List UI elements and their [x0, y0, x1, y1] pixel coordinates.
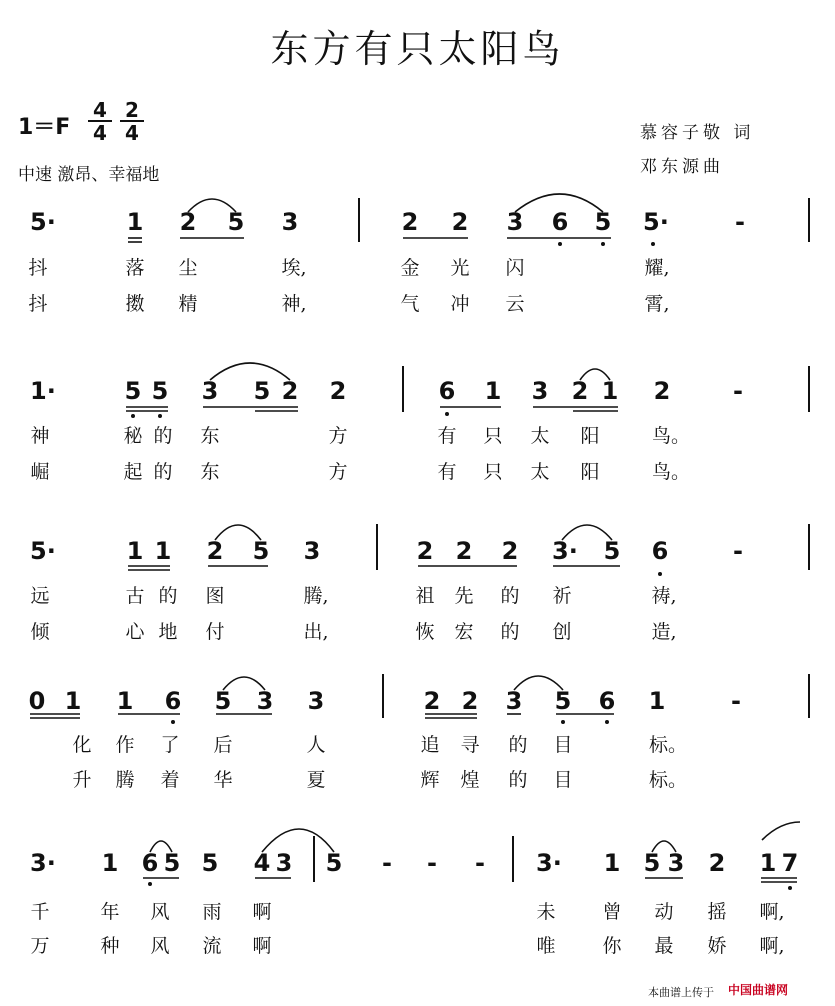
octave-dot	[561, 720, 565, 724]
lyric: 你	[602, 935, 622, 957]
lyric: 抖	[28, 257, 48, 279]
lyric: 的	[158, 585, 178, 607]
note: 1	[601, 377, 619, 405]
note: 3	[531, 377, 549, 405]
slur	[150, 841, 172, 852]
note: 3	[256, 687, 274, 715]
lyric: 埃,	[281, 257, 307, 279]
note: 2	[206, 537, 224, 565]
note: 5	[201, 849, 219, 877]
note: 6	[164, 687, 182, 715]
lyric: 目	[553, 734, 573, 756]
lyric: 作	[115, 734, 135, 756]
lyric: 宏	[454, 621, 474, 643]
note: 2	[281, 377, 299, 405]
lyric: 后	[213, 734, 233, 756]
lyric: 啊	[252, 935, 272, 957]
lyric: 太	[530, 461, 550, 483]
lyric: 的	[500, 621, 520, 643]
note: 5	[252, 537, 270, 565]
lyric: 夏	[306, 769, 326, 791]
lyric: 远	[30, 585, 50, 607]
note-dash: -	[733, 377, 743, 405]
lyric: 创	[552, 621, 572, 643]
note: 3	[667, 849, 685, 877]
lyric: 付	[205, 621, 225, 643]
lyric: 有	[437, 461, 457, 483]
lyric: 心	[125, 621, 145, 643]
lyric: 标。	[649, 769, 688, 791]
lyric: 升	[72, 769, 92, 791]
slur	[580, 369, 610, 380]
slur	[210, 363, 290, 380]
lyric: 追	[420, 734, 440, 756]
lyric: 啊,	[759, 935, 785, 957]
slur	[262, 829, 334, 852]
octave-dot	[131, 414, 135, 418]
note-dash: -	[733, 537, 743, 565]
slur	[562, 525, 612, 540]
note: 3	[307, 687, 325, 715]
note: 5	[227, 208, 245, 236]
note: 2	[708, 849, 726, 877]
lyric: 云	[505, 293, 525, 315]
lyric: 神,	[281, 293, 307, 315]
note: 1	[126, 208, 144, 236]
key-signature: 1＝F	[18, 115, 71, 140]
lyric: 崛	[30, 461, 50, 483]
lyric: 东	[200, 425, 220, 447]
lyric: 金	[400, 257, 420, 279]
lyric: 的	[153, 425, 173, 447]
slur	[652, 841, 676, 852]
lyric: 霄,	[644, 293, 670, 315]
lyric: 流	[202, 935, 222, 957]
note: 3	[275, 849, 293, 877]
octave-dot	[651, 242, 655, 246]
slur	[223, 677, 265, 690]
note: 5·	[643, 208, 669, 236]
lyric: 动	[654, 901, 674, 923]
composer-credit: 邓东源曲	[640, 157, 724, 177]
lyric: 只	[483, 461, 503, 483]
lyric: 着	[160, 769, 180, 791]
note: 2	[416, 537, 434, 565]
lyric: 祖	[415, 585, 435, 607]
note: 2	[423, 687, 441, 715]
lyric: 出,	[303, 621, 329, 643]
lyric: 鸟。	[652, 461, 691, 483]
note-dash: -	[475, 849, 485, 877]
lyric: 雨	[202, 901, 222, 923]
note: 3	[505, 687, 523, 715]
lyric: 秘	[123, 425, 143, 447]
lyric: 起	[123, 461, 143, 483]
lyric: 太	[530, 425, 550, 447]
note: 6	[598, 687, 616, 715]
note: 3·	[30, 849, 56, 877]
lyric: 阳	[580, 425, 600, 447]
note: 1	[603, 849, 621, 877]
note: 2	[501, 537, 519, 565]
lyric: 了	[160, 734, 180, 756]
note: 5·	[30, 537, 56, 565]
lyric: 鸟。	[652, 425, 691, 447]
octave-dot	[171, 720, 175, 724]
time-signature-denominator: 4	[125, 121, 139, 145]
note: 4	[253, 849, 271, 877]
note: 2	[653, 377, 671, 405]
lyric: 耀,	[644, 257, 670, 279]
octave-dot	[445, 412, 449, 416]
note: 5	[214, 687, 232, 715]
beams	[30, 238, 797, 882]
lyric: 摇	[707, 901, 727, 923]
note: 6	[141, 849, 159, 877]
octave-dot	[605, 720, 609, 724]
note: 5	[603, 537, 621, 565]
lyric: 只	[483, 425, 503, 447]
lyric: 目	[553, 769, 573, 791]
lyric: 精	[178, 293, 198, 315]
note: 2	[329, 377, 347, 405]
lyric: 啊,	[759, 901, 785, 923]
lyricist-credit: 慕容子敬 词	[640, 123, 755, 143]
lyric: 寻	[460, 734, 480, 756]
lyric: 煌	[460, 769, 480, 791]
note: 1	[154, 537, 172, 565]
lyric: 闪	[505, 257, 525, 279]
time-signature-numerator: 4	[88, 100, 112, 122]
lyric: 恢	[415, 621, 435, 643]
note: 1	[101, 849, 119, 877]
time-signature-numerator: 2	[120, 100, 144, 122]
lyric: 有	[437, 425, 457, 447]
tempo-mark: 中速 激昂、幸福地	[18, 165, 160, 185]
note: 6	[551, 208, 569, 236]
note: 1	[64, 687, 82, 715]
lyric: 地	[158, 621, 178, 643]
note: 1	[126, 537, 144, 565]
note: 1	[484, 377, 502, 405]
octave-dot	[788, 886, 792, 890]
lyric: 风	[150, 901, 170, 923]
note: 2	[461, 687, 479, 715]
note: 2	[451, 208, 469, 236]
note: 5	[594, 208, 612, 236]
slur	[188, 199, 236, 212]
note: 1	[648, 687, 666, 715]
lyric: 祈	[552, 585, 572, 607]
song-title: 东方有只太阳鸟	[270, 27, 565, 71]
note: 5	[643, 849, 661, 877]
lyric: 尘	[178, 257, 198, 279]
lyric: 先	[454, 585, 474, 607]
octave-dot	[158, 414, 162, 418]
note: 5·	[30, 208, 56, 236]
note: 5	[325, 849, 343, 877]
lyric: 东	[200, 461, 220, 483]
octave-dot	[558, 242, 562, 246]
note: 2	[455, 537, 473, 565]
note: 3	[506, 208, 524, 236]
lyric: 古	[125, 585, 145, 607]
lyric: 啊	[252, 901, 272, 923]
note: 5	[151, 377, 169, 405]
note: 2	[571, 377, 589, 405]
note: 1	[116, 687, 134, 715]
lyric: 擞	[125, 293, 145, 315]
footer-credit: 本曲谱上传于	[648, 986, 714, 999]
lyric: 神	[30, 425, 50, 447]
note: 2	[401, 208, 419, 236]
slur	[515, 194, 603, 212]
note: 5	[253, 377, 271, 405]
lyric: 人	[306, 734, 326, 756]
site-logo: 中国曲谱网	[728, 980, 828, 1000]
lyric: 辉	[420, 769, 440, 791]
note-dash: -	[735, 208, 745, 236]
note: 3	[303, 537, 321, 565]
lyric: 种	[100, 935, 120, 957]
lyric: 腾,	[303, 585, 329, 607]
lyric: 的	[508, 734, 528, 756]
lyric: 倾	[30, 621, 50, 643]
note: 5	[124, 377, 142, 405]
lyric: 万	[30, 935, 50, 957]
note: 1	[759, 849, 777, 877]
lyric: 千	[30, 901, 50, 923]
lyric: 华	[213, 769, 233, 791]
lyric: 最	[654, 935, 674, 957]
lyric: 风	[150, 935, 170, 957]
lyric: 化	[72, 734, 92, 756]
lyric: 冲	[450, 293, 470, 315]
lyric: 的	[153, 461, 173, 483]
lyric: 的	[508, 769, 528, 791]
lyric: 落	[125, 257, 145, 279]
note: 3·	[536, 849, 562, 877]
note-dash: -	[382, 849, 392, 877]
lyric: 年	[100, 901, 120, 923]
slur	[514, 676, 563, 690]
lyric: 方	[328, 461, 348, 483]
lyric: 腾	[115, 769, 135, 791]
lyric: 娇	[707, 935, 727, 957]
note: 7	[781, 849, 799, 877]
note: 3	[281, 208, 299, 236]
lyric: 祷,	[651, 585, 677, 607]
lyric: 未	[536, 901, 556, 923]
lyric: 方	[328, 425, 348, 447]
lyric: 唯	[536, 935, 556, 957]
octave-dot	[658, 572, 662, 576]
lyric: 的	[500, 585, 520, 607]
lyric: 标。	[649, 734, 688, 756]
slur	[215, 525, 261, 540]
note: 6	[651, 537, 669, 565]
note: 0	[28, 687, 46, 715]
time-signature-denominator: 4	[93, 121, 107, 145]
note: 1·	[30, 377, 56, 405]
lyric: 造,	[651, 621, 677, 643]
octave-dot	[148, 882, 152, 886]
lyric: 气	[400, 293, 420, 315]
lyric: 图	[205, 585, 225, 607]
lyric: 阳	[580, 461, 600, 483]
lyric: 抖	[28, 293, 48, 315]
octave-dot	[601, 242, 605, 246]
note: 6	[438, 377, 456, 405]
note: 5	[163, 849, 181, 877]
lyric: 曾	[602, 901, 622, 923]
note: 3·	[552, 537, 578, 565]
note: 2	[179, 208, 197, 236]
slur	[762, 822, 800, 840]
note-dash: -	[731, 687, 741, 715]
slurs	[150, 194, 800, 852]
note: 3	[201, 377, 219, 405]
note-dash: -	[427, 849, 437, 877]
note: 5	[554, 687, 572, 715]
lyric: 光	[450, 257, 470, 279]
